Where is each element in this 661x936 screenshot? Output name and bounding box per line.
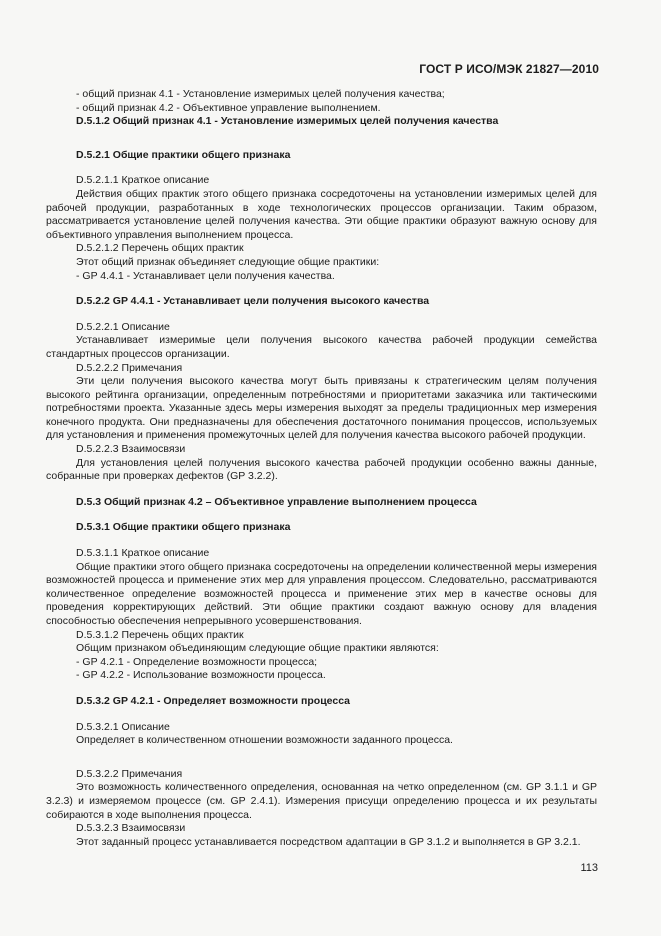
paragraph: Это возможность количественного определения, основанная на четко определенном (см. GP 3.1.1 и GP 3.2.3) и измеряемом процессе (см. GP 2.4.1). Измерения присущи определению процесса и их результаты собираются в ходе выполнения процесса.: [46, 781, 597, 821]
paragraph: Этот общий признак объединяет следующие общие практики:: [76, 255, 380, 268]
section-heading: D.5.1.2 Общий признак 4.1 - Установление измеримых целей получения качества: [76, 115, 499, 128]
subsection-title: D.5.2.1.1 Краткое описание: [76, 174, 210, 187]
list-item: - GP 4.2.1 - Определение возможности процесса;: [76, 655, 318, 668]
section-heading: D.5.3.1 Общие практики общего признака: [76, 521, 291, 534]
paragraph: Этот заданный процесс устанавливается посредством адаптации в GP 3.1.2 и выполняется в GP 3.2.1.: [76, 835, 581, 848]
list-item: - общий признак 4.1 - Установление измеримых целей получения качества;: [76, 88, 445, 100]
subsection-title: D.5.3.1.1 Краткое описание: [76, 547, 210, 560]
paragraph: Устанавливает измеримые цели получения высокого качества рабочей продукции семейства стандартных процессов организации.: [46, 334, 597, 360]
subsection-title: D.5.3.2.1 Описание: [76, 720, 170, 733]
paragraph: Действия общих практик этого общего признака сосредоточены на установлении измеримых целей для рабочей продукции, разработанных в ходе технологических процессов организации. Таким образом, рассматривается установление целей получения качества. Эти общие практики образуют важную основу для объективного управления выполнением процесса.: [46, 187, 597, 241]
page-number: 113: [580, 862, 598, 874]
subsection-title: D.5.2.2.1 Описание: [76, 320, 170, 333]
subsection-title: D.5.2.1.2 Перечень общих практик: [76, 242, 244, 255]
subsection-title: D.5.3.2.2 Примечания: [76, 767, 183, 780]
section-heading: D.5.2.1 Общие практики общего признака: [76, 148, 291, 161]
section-heading: D.5.2.2 GP 4.4.1 - Устанавливает цели получения высокого качества: [76, 295, 430, 308]
subsection-title: D.5.3.2.3 Взаимосвязи: [76, 822, 186, 835]
list-item: - GP 4.4.1 - Устанавливает цели получения качества.: [76, 269, 335, 282]
list-item: - общий признак 4.2 - Объективное управление выполнением.: [76, 101, 381, 114]
paragraph: Общим признаком объединяющим следующие общие практики являются:: [76, 642, 439, 655]
section-heading: D.5.3 Общий признак 4.2 – Объективное управление выполнением процесса: [76, 495, 477, 508]
document-header: ГОСТ Р ИСО/МЭК 21827—2010: [419, 62, 599, 76]
subsection-title: D.5.2.2.2 Примечания: [76, 361, 183, 374]
document-body: [46, 88, 597, 849]
paragraph: Общие практики этого общего признака сосредоточены на определении количественной меры измерения возможностей процесса и применение этих мер для управления процессом. Следовательно, рассматриваются количественное определение возможностей процесса и применение этих мер в качестве основы для проведения корректирующих действий. Эти общие практики создают важную основу для владения способностью обеспечения непрерывного усовершенствования.: [46, 560, 597, 627]
section-heading: D.5.3.2 GP 4.2.1 - Определяет возможности процесса: [76, 694, 351, 707]
paragraph: Эти цели получения высокого качества могут быть привязаны к стратегическим целям получения высокого рейтинга организации, определенным потребностями и приоритетами заказчика или тактическими потребностями проекта. Указанные здесь меры измерения выходят за пределы традиционных мер измерения конечного продукта. Они предназначены для обеспечения достаточного понимания процессов, используемых для установления и применения промежуточных целей для получения качества высокого рабочей продукции.: [46, 375, 597, 442]
paragraph: Для установления целей получения высокого качества рабочей продукции особенно важны данные, собранные при проверках дефектов (GP 3.2.2).: [46, 456, 597, 483]
subsection-title: D.5.3.1.2 Перечень общих практик: [76, 628, 244, 641]
paragraph: Определяет в количественном отношении возможности заданного процесса.: [76, 734, 453, 747]
subsection-title: D.5.2.2.3 Взаимосвязи: [76, 443, 186, 456]
list-item: - GP 4.2.2 - Использование возможности процесса.: [76, 669, 326, 682]
